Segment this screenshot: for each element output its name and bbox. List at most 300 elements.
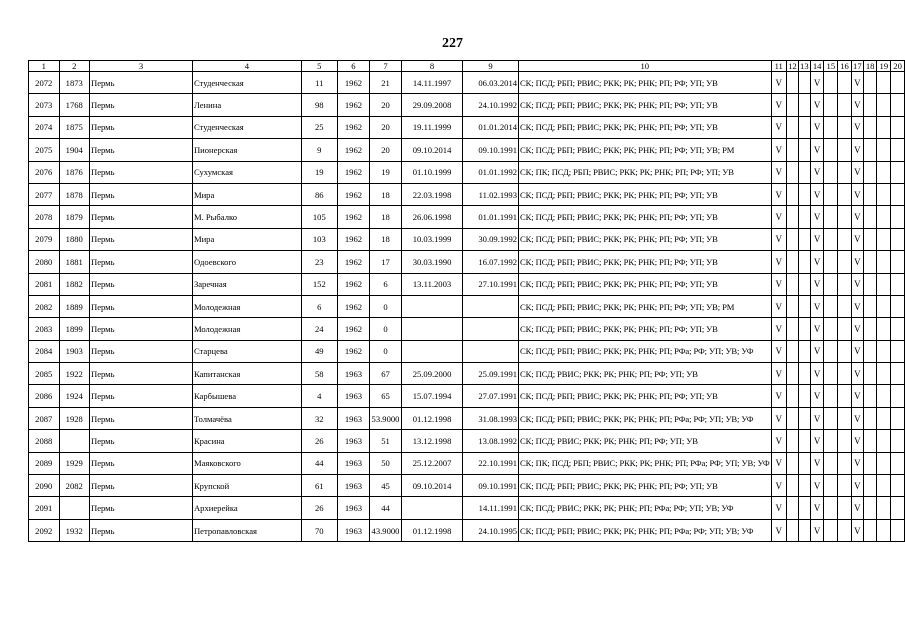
- flag-cell: V: [851, 116, 863, 138]
- street-cell: Сухумская: [192, 161, 301, 183]
- flag-cell: [798, 72, 810, 94]
- flag-cell: [891, 452, 905, 474]
- flag-cell: [824, 430, 838, 452]
- flag-cell: V: [771, 318, 786, 340]
- id-cell: 1768: [59, 94, 90, 116]
- flag-cell: [786, 72, 798, 94]
- flag-cell: [798, 94, 810, 116]
- date-cell: 01.10.1999: [401, 161, 462, 183]
- wear-percent-cell: 45: [370, 475, 402, 497]
- column-header: 18: [863, 61, 877, 72]
- flag-cell: [863, 519, 877, 541]
- house-number-cell: 152: [301, 273, 337, 295]
- flag-cell: V: [851, 183, 863, 205]
- flag-cell: [824, 519, 838, 541]
- table-row: [29, 295, 905, 317]
- flag-cell: [786, 475, 798, 497]
- work-types-cell: СК; ПК; ПСД; РБП; РВИС; РКК; РК; РНК; РП; РФа; РФ; УП; УВ; УФ: [519, 452, 771, 474]
- flag-cell: [877, 407, 891, 429]
- flag-cell: V: [810, 363, 824, 385]
- flag-cell: [838, 385, 852, 407]
- house-number-cell: 44: [301, 452, 337, 474]
- flag-cell: [891, 273, 905, 295]
- work-types-cell: СК; ПСД; РБП; РВИС; РКК; РК; РНК; РП; РФ; УП; УВ: [519, 228, 771, 250]
- year-cell: 1963: [337, 497, 369, 519]
- flag-cell: [877, 72, 891, 94]
- flag-cell: [863, 497, 877, 519]
- flag-cell: [824, 407, 838, 429]
- flag-cell: [877, 183, 891, 205]
- column-header: 8: [401, 61, 462, 72]
- date-cell: 24.10.1992: [463, 94, 519, 116]
- street-cell: Толмачёва: [192, 407, 301, 429]
- column-header: 6: [337, 61, 369, 72]
- id-cell: 1873: [59, 72, 90, 94]
- date-cell: [401, 295, 462, 317]
- flag-cell: V: [771, 273, 786, 295]
- row-number-cell: 2075: [29, 139, 60, 161]
- flag-cell: [798, 430, 810, 452]
- date-cell: [401, 340, 462, 362]
- work-types-cell: СК; ПСД; РВИС; РКК; РК; РНК; РП; РФ; УП; УВ: [519, 430, 771, 452]
- date-cell: 22.10.1991: [463, 452, 519, 474]
- wear-percent-cell: 53.9000: [370, 407, 402, 429]
- flag-cell: [877, 519, 891, 541]
- wear-percent-cell: 44: [370, 497, 402, 519]
- year-cell: 1963: [337, 385, 369, 407]
- flag-cell: V: [810, 161, 824, 183]
- work-types-cell: СК; ПСД; РБП; РВИС; РКК; РК; РНК; РП; РФа; РФ; УП; УВ; УФ: [519, 519, 771, 541]
- flag-cell: [863, 452, 877, 474]
- flag-cell: [824, 385, 838, 407]
- flag-cell: [863, 430, 877, 452]
- work-types-cell: СК; ПСД; РБП; РВИС; РКК; РК; РНК; РП; РФ; УП; УВ: [519, 273, 771, 295]
- table-row: [29, 116, 905, 138]
- house-number-cell: 103: [301, 228, 337, 250]
- house-number-cell: 70: [301, 519, 337, 541]
- flag-cell: [786, 228, 798, 250]
- table-row: [29, 183, 905, 205]
- flag-cell: V: [810, 228, 824, 250]
- id-cell: 1875: [59, 116, 90, 138]
- column-header: 10: [519, 61, 771, 72]
- flag-cell: [786, 452, 798, 474]
- city-cell: Пермь: [90, 116, 193, 138]
- flag-cell: [891, 407, 905, 429]
- flag-cell: V: [851, 475, 863, 497]
- flag-cell: V: [851, 139, 863, 161]
- city-cell: Пермь: [90, 228, 193, 250]
- id-cell: 1924: [59, 385, 90, 407]
- date-cell: 13.12.1998: [401, 430, 462, 452]
- year-cell: 1962: [337, 116, 369, 138]
- house-number-cell: 11: [301, 72, 337, 94]
- flag-cell: [863, 385, 877, 407]
- id-cell: 1903: [59, 340, 90, 362]
- table-row: [29, 161, 905, 183]
- row-number-cell: 2078: [29, 206, 60, 228]
- work-types-cell: СК; ПСД; РБП; РВИС; РКК; РК; РНК; РП; РФа; РФ; УП; УВ; УФ: [519, 407, 771, 429]
- flag-cell: [798, 295, 810, 317]
- flag-cell: [838, 340, 852, 362]
- flag-cell: [877, 251, 891, 273]
- flag-cell: V: [771, 430, 786, 452]
- flag-cell: [798, 228, 810, 250]
- wear-percent-cell: 43.9000: [370, 519, 402, 541]
- street-cell: М. Рыбалко: [192, 206, 301, 228]
- flag-cell: [786, 273, 798, 295]
- work-types-cell: СК; ПСД; РБП; РВИС; РКК; РК; РНК; РП; РФ; УП; УВ: [519, 116, 771, 138]
- register-table: [28, 60, 905, 542]
- table-row: [29, 519, 905, 541]
- id-cell: 1899: [59, 318, 90, 340]
- table-row: [29, 273, 905, 295]
- year-cell: 1963: [337, 519, 369, 541]
- flag-cell: V: [851, 206, 863, 228]
- id-cell: 1881: [59, 251, 90, 273]
- flag-cell: V: [851, 407, 863, 429]
- id-cell: 1889: [59, 295, 90, 317]
- flag-cell: V: [771, 183, 786, 205]
- wear-percent-cell: 0: [370, 318, 402, 340]
- street-cell: Молодежная: [192, 318, 301, 340]
- flag-cell: V: [810, 385, 824, 407]
- street-cell: Студенческая: [192, 116, 301, 138]
- year-cell: 1962: [337, 251, 369, 273]
- city-cell: Пермь: [90, 363, 193, 385]
- flag-cell: [877, 318, 891, 340]
- date-cell: 06.03.2014: [463, 72, 519, 94]
- street-cell: Крупской: [192, 475, 301, 497]
- flag-cell: [891, 475, 905, 497]
- flag-cell: [824, 116, 838, 138]
- wear-percent-cell: 18: [370, 183, 402, 205]
- flag-cell: [891, 72, 905, 94]
- street-cell: Молодежная: [192, 295, 301, 317]
- house-number-cell: 23: [301, 251, 337, 273]
- city-cell: Пермь: [90, 318, 193, 340]
- date-cell: 01.01.1991: [463, 206, 519, 228]
- city-cell: Пермь: [90, 430, 193, 452]
- row-number-cell: 2085: [29, 363, 60, 385]
- id-cell: 1932: [59, 519, 90, 541]
- house-number-cell: 24: [301, 318, 337, 340]
- wear-percent-cell: 20: [370, 139, 402, 161]
- flag-cell: [891, 116, 905, 138]
- flag-cell: [838, 519, 852, 541]
- flag-cell: [863, 318, 877, 340]
- wear-percent-cell: 67: [370, 363, 402, 385]
- flag-cell: V: [810, 407, 824, 429]
- table-row: [29, 385, 905, 407]
- flag-cell: [891, 340, 905, 362]
- flag-cell: V: [851, 94, 863, 116]
- date-cell: 24.10.1995: [463, 519, 519, 541]
- date-cell: 30.09.1992: [463, 228, 519, 250]
- flag-cell: [863, 407, 877, 429]
- work-types-cell: СК; ПСД; РВИС; РКК; РК; РНК; РП; РФ; УП; УВ: [519, 363, 771, 385]
- flag-cell: V: [810, 475, 824, 497]
- street-cell: Одоевского: [192, 251, 301, 273]
- wear-percent-cell: 18: [370, 228, 402, 250]
- city-cell: Пермь: [90, 206, 193, 228]
- house-number-cell: 19: [301, 161, 337, 183]
- flag-cell: [838, 116, 852, 138]
- city-cell: Пермь: [90, 497, 193, 519]
- flag-cell: V: [810, 452, 824, 474]
- id-cell: 1879: [59, 206, 90, 228]
- flag-cell: V: [771, 407, 786, 429]
- flag-cell: V: [810, 340, 824, 362]
- table-row: [29, 475, 905, 497]
- table-row: [29, 363, 905, 385]
- flag-cell: [863, 340, 877, 362]
- flag-cell: [891, 519, 905, 541]
- date-cell: 31.08.1993: [463, 407, 519, 429]
- flag-cell: [877, 340, 891, 362]
- flag-cell: V: [851, 340, 863, 362]
- flag-cell: [786, 206, 798, 228]
- flag-cell: [863, 206, 877, 228]
- flag-cell: [786, 116, 798, 138]
- wear-percent-cell: 20: [370, 116, 402, 138]
- flag-cell: [891, 497, 905, 519]
- city-cell: Пермь: [90, 72, 193, 94]
- flag-cell: V: [810, 72, 824, 94]
- flag-cell: [863, 363, 877, 385]
- flag-cell: [824, 206, 838, 228]
- flag-cell: [786, 251, 798, 273]
- table-row: [29, 452, 905, 474]
- year-cell: 1962: [337, 318, 369, 340]
- street-cell: Пионерская: [192, 139, 301, 161]
- id-cell: 1876: [59, 161, 90, 183]
- city-cell: Пермь: [90, 295, 193, 317]
- flag-cell: [798, 161, 810, 183]
- flag-cell: [877, 116, 891, 138]
- table-row: [29, 497, 905, 519]
- column-header: 9: [463, 61, 519, 72]
- wear-percent-cell: 51: [370, 430, 402, 452]
- flag-cell: [824, 72, 838, 94]
- date-cell: 09.10.2014: [401, 475, 462, 497]
- house-number-cell: 32: [301, 407, 337, 429]
- wear-percent-cell: 6: [370, 273, 402, 295]
- flag-cell: [824, 295, 838, 317]
- row-number-cell: 2086: [29, 385, 60, 407]
- flag-cell: [798, 273, 810, 295]
- flag-cell: [798, 452, 810, 474]
- flag-cell: V: [851, 273, 863, 295]
- year-cell: 1962: [337, 273, 369, 295]
- row-number-cell: 2083: [29, 318, 60, 340]
- flag-cell: [824, 318, 838, 340]
- flag-cell: [838, 139, 852, 161]
- date-cell: 19.11.1999: [401, 116, 462, 138]
- flag-cell: [786, 94, 798, 116]
- city-cell: Пермь: [90, 475, 193, 497]
- work-types-cell: СК; ПСД; РБП; РВИС; РКК; РК; РНК; РП; РФ; УП; УВ: [519, 72, 771, 94]
- date-cell: 25.12.2007: [401, 452, 462, 474]
- street-cell: Старцева: [192, 340, 301, 362]
- flag-cell: [824, 497, 838, 519]
- flag-cell: [838, 497, 852, 519]
- row-number-cell: 2088: [29, 430, 60, 452]
- flag-cell: [877, 452, 891, 474]
- date-cell: 09.10.2014: [401, 139, 462, 161]
- flag-cell: [786, 407, 798, 429]
- year-cell: 1962: [337, 206, 369, 228]
- date-cell: 01.01.2014: [463, 116, 519, 138]
- house-number-cell: 4: [301, 385, 337, 407]
- flag-cell: [863, 161, 877, 183]
- flag-cell: [877, 295, 891, 317]
- work-types-cell: СК; ПСД; РБП; РВИС; РКК; РК; РНК; РП; РФ; УП; УВ: [519, 475, 771, 497]
- date-cell: 09.10.1991: [463, 139, 519, 161]
- flag-cell: [786, 183, 798, 205]
- house-number-cell: 58: [301, 363, 337, 385]
- street-cell: Капитанская: [192, 363, 301, 385]
- year-cell: 1962: [337, 94, 369, 116]
- wear-percent-cell: 20: [370, 94, 402, 116]
- row-number-cell: 2091: [29, 497, 60, 519]
- row-number-cell: 2079: [29, 228, 60, 250]
- flag-cell: [824, 452, 838, 474]
- flag-cell: [863, 475, 877, 497]
- flag-cell: V: [771, 295, 786, 317]
- flag-cell: [786, 385, 798, 407]
- flag-cell: [891, 385, 905, 407]
- flag-cell: [863, 228, 877, 250]
- house-number-cell: 105: [301, 206, 337, 228]
- wear-percent-cell: 19: [370, 161, 402, 183]
- city-cell: Пермь: [90, 139, 193, 161]
- table-row: [29, 206, 905, 228]
- flag-cell: [863, 139, 877, 161]
- id-cell: [59, 497, 90, 519]
- wear-percent-cell: 18: [370, 206, 402, 228]
- house-number-cell: 61: [301, 475, 337, 497]
- flag-cell: [786, 139, 798, 161]
- flag-cell: [877, 475, 891, 497]
- flag-cell: [877, 161, 891, 183]
- row-number-cell: 2080: [29, 251, 60, 273]
- year-cell: 1963: [337, 475, 369, 497]
- flag-cell: [798, 139, 810, 161]
- flag-cell: V: [810, 139, 824, 161]
- column-header: 12: [788, 61, 797, 71]
- flag-cell: [824, 363, 838, 385]
- flag-cell: [891, 251, 905, 273]
- year-cell: 1962: [337, 228, 369, 250]
- table-row: [29, 407, 905, 429]
- column-header: 13: [800, 61, 809, 71]
- flag-cell: [877, 363, 891, 385]
- flag-cell: [838, 318, 852, 340]
- flag-cell: V: [851, 72, 863, 94]
- flag-cell: [838, 475, 852, 497]
- column-header: 2: [59, 61, 90, 72]
- date-cell: 15.07.1994: [401, 385, 462, 407]
- date-cell: 01.12.1998: [401, 519, 462, 541]
- date-cell: 13.11.2003: [401, 273, 462, 295]
- flag-cell: [786, 340, 798, 362]
- flag-cell: [838, 72, 852, 94]
- flag-cell: V: [810, 183, 824, 205]
- column-header: 11: [771, 61, 786, 72]
- house-number-cell: 6: [301, 295, 337, 317]
- page-number: 227: [442, 36, 463, 51]
- row-number-cell: 2072: [29, 72, 60, 94]
- date-cell: 16.07.1992: [463, 251, 519, 273]
- flag-cell: V: [810, 206, 824, 228]
- street-cell: Заречная: [192, 273, 301, 295]
- date-cell: 27.10.1991: [463, 273, 519, 295]
- flag-cell: [798, 407, 810, 429]
- city-cell: Пермь: [90, 407, 193, 429]
- flag-cell: V: [851, 430, 863, 452]
- street-cell: Архиерейка: [192, 497, 301, 519]
- work-types-cell: СК; ПСД; РБП; РВИС; РКК; РК; РНК; РП; РФ; УП; УВ: [519, 94, 771, 116]
- flag-cell: [838, 183, 852, 205]
- flag-cell: [786, 295, 798, 317]
- date-cell: 27.07.1991: [463, 385, 519, 407]
- flag-cell: [838, 430, 852, 452]
- work-types-cell: СК; ПСД; РБП; РВИС; РКК; РК; РНК; РП; РФ; УП; УВ: [519, 385, 771, 407]
- flag-cell: [877, 497, 891, 519]
- flag-cell: [798, 318, 810, 340]
- flag-cell: V: [851, 385, 863, 407]
- flag-cell: [798, 385, 810, 407]
- id-cell: [59, 430, 90, 452]
- flag-cell: V: [851, 295, 863, 317]
- year-cell: 1962: [337, 183, 369, 205]
- street-cell: Мира: [192, 183, 301, 205]
- row-number-cell: 2081: [29, 273, 60, 295]
- flag-cell: V: [810, 116, 824, 138]
- row-number-cell: 2089: [29, 452, 60, 474]
- flag-cell: [863, 94, 877, 116]
- row-number-cell: 2087: [29, 407, 60, 429]
- date-cell: 26.06.1998: [401, 206, 462, 228]
- column-header: 17: [853, 61, 862, 71]
- date-cell: 14.11.1997: [401, 72, 462, 94]
- id-cell: 1922: [59, 363, 90, 385]
- flag-cell: [824, 475, 838, 497]
- house-number-cell: 98: [301, 94, 337, 116]
- flag-cell: V: [771, 116, 786, 138]
- city-cell: Пермь: [90, 452, 193, 474]
- table-row: [29, 430, 905, 452]
- row-number-cell: 2074: [29, 116, 60, 138]
- flag-cell: [877, 385, 891, 407]
- flag-cell: [798, 251, 810, 273]
- flag-cell: [863, 251, 877, 273]
- flag-cell: V: [771, 519, 786, 541]
- flag-cell: [798, 206, 810, 228]
- flag-cell: [786, 497, 798, 519]
- table-row: [29, 228, 905, 250]
- flag-cell: [838, 407, 852, 429]
- id-cell: 1880: [59, 228, 90, 250]
- flag-cell: V: [851, 497, 863, 519]
- table-row: [29, 251, 905, 273]
- flag-cell: [877, 228, 891, 250]
- flag-cell: [798, 519, 810, 541]
- city-cell: Пермь: [90, 340, 193, 362]
- flag-cell: V: [771, 228, 786, 250]
- flag-cell: [838, 295, 852, 317]
